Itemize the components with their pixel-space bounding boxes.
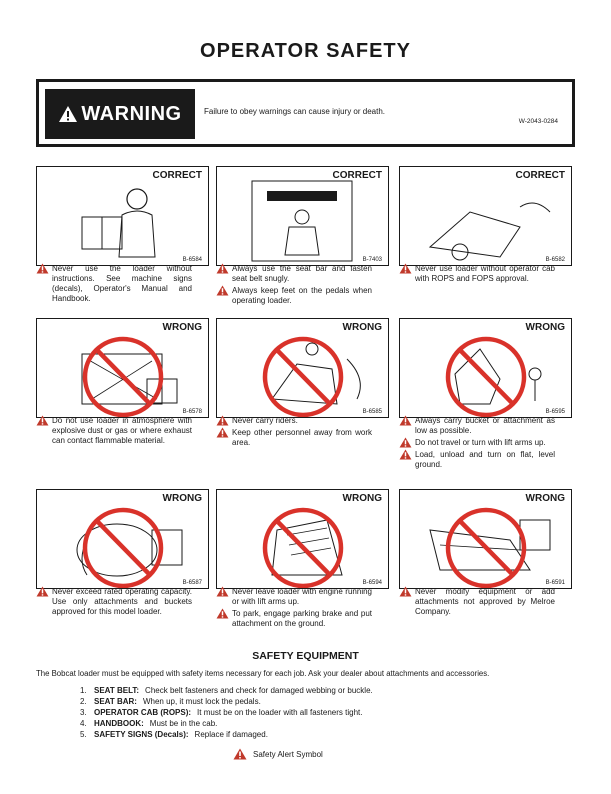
list-item: 5. SAFETY SIGNS (Decals): Replace if damaged.	[80, 730, 268, 739]
caption-item	[216, 286, 372, 306]
caption-item	[216, 587, 372, 607]
warning-triangle-icon	[58, 105, 78, 123]
safety-equipment-title: SAFETY EQUIPMENT	[252, 650, 359, 662]
caption-item	[399, 450, 555, 470]
alert-triangle-icon	[399, 449, 412, 460]
alert-triangle-icon	[399, 263, 412, 274]
caption-text: Do not travel or turn with lift arms up.	[415, 438, 546, 447]
caption-item	[216, 416, 372, 426]
panel-caption	[399, 264, 555, 286]
panel-code: B-6585	[362, 409, 382, 415]
caption-text: Do not use loader in atmosphere with explosive dust or gas or where exhaust can contact flammable material.	[52, 416, 192, 445]
list-item: 4. HANDBOOK: Must be in the cab.	[80, 719, 218, 728]
caption-text: Never exceed rated operating capacity. Use only attachments and buckets approved for this model loader.	[52, 587, 192, 616]
caption-text: Always use the seat bar and fasten seat belt snugly.	[232, 264, 372, 283]
list-item: 3. OPERATOR CAB (ROPS): It must be on the loader with all fasteners tight.	[80, 708, 363, 717]
illustration	[400, 319, 572, 418]
panel-label: CORRECT	[515, 170, 565, 181]
panel-label: CORRECT	[332, 170, 382, 181]
panel-correct	[216, 166, 389, 266]
alert-triangle-icon	[36, 415, 49, 426]
safety-alert-symbol-label: Safety Alert Symbol	[253, 749, 323, 759]
panel-caption	[216, 587, 372, 631]
illustration	[400, 490, 572, 589]
illustration	[37, 319, 209, 418]
panel-label: WRONG	[342, 322, 382, 333]
panel-wrong	[36, 489, 209, 589]
caption-item	[216, 609, 372, 629]
alert-triangle-icon	[216, 285, 229, 296]
panel-code: B-6595	[545, 409, 565, 415]
panel-code: B-6591	[545, 580, 565, 586]
panel-caption	[36, 587, 192, 619]
caption-item	[216, 264, 372, 284]
panel-correct	[36, 166, 209, 266]
panel-label: CORRECT	[152, 170, 202, 181]
panel-label: WRONG	[162, 493, 202, 504]
alert-triangle-icon	[216, 415, 229, 426]
warning-code: W-2043-0284	[518, 118, 558, 125]
panel-code: B-6587	[182, 580, 202, 586]
prohibition-slash-icon	[277, 350, 330, 404]
caption-item	[36, 587, 192, 617]
caption-item	[399, 438, 555, 448]
panel-caption	[216, 264, 372, 308]
panel-caption	[36, 416, 192, 448]
warning-banner	[36, 79, 575, 147]
safety-alert-symbol	[233, 748, 323, 760]
caption-text: Always keep feet on the pedals when operating loader.	[232, 286, 372, 305]
prohibition-slash-icon	[97, 521, 150, 575]
panel-wrong	[399, 318, 572, 418]
caption-item	[36, 264, 192, 304]
caption-text: Keep other personnel away from work area.	[232, 428, 372, 447]
list-item: 1. SEAT BELT: Check belt fasteners and check for damaged webbing or buckle.	[80, 686, 373, 695]
caption-text: To park, engage parking brake and put attachment on the ground.	[232, 609, 372, 628]
panel-label: WRONG	[342, 493, 382, 504]
panel-wrong	[216, 318, 389, 418]
caption-item	[216, 428, 372, 448]
alert-triangle-icon	[399, 586, 412, 597]
illustration	[217, 490, 389, 589]
alert-triangle-icon	[216, 608, 229, 619]
page-title: OPERATOR SAFETY	[200, 40, 411, 62]
panel-code: B-6594	[362, 580, 382, 586]
panel-caption	[216, 416, 372, 450]
prohibition-slash-icon	[97, 350, 150, 404]
prohibition-slash-icon	[460, 521, 513, 575]
caption-text: Never modify equipment or add attachments not approved by Melroe Company.	[415, 587, 555, 616]
illustration	[400, 167, 572, 266]
alert-triangle-icon	[216, 427, 229, 438]
panel-caption	[36, 264, 192, 306]
illustration	[37, 490, 209, 589]
alert-triangle-icon	[36, 263, 49, 274]
caption-text: Always carry bucket or attachment as low as possible.	[415, 416, 555, 435]
safety-equipment-list	[80, 685, 373, 740]
caption-item	[399, 264, 555, 284]
panel-code: B-7403	[362, 257, 382, 263]
caption-item	[399, 416, 555, 436]
panel-label: WRONG	[525, 493, 565, 504]
panel-correct	[399, 166, 572, 266]
panel-wrong	[36, 318, 209, 418]
alert-triangle-icon	[216, 586, 229, 597]
illustration	[37, 167, 209, 266]
panel-code: B-6578	[182, 409, 202, 415]
caption-item	[399, 587, 555, 617]
illustration	[217, 319, 389, 418]
panel-caption	[399, 587, 555, 619]
panel-caption	[399, 416, 555, 472]
panel-code: B-6582	[545, 257, 565, 263]
list-item: 2. SEAT BAR: When up, it must lock the pedals.	[80, 697, 261, 706]
caption-text: Never use loader without operator cab with ROPS and FOPS approval.	[415, 264, 555, 283]
caption-text: Never use the loader without instructions. See machine signs (decals), Operator's Manual and Handbook.	[52, 264, 192, 303]
warning-label-box	[45, 89, 195, 139]
caption-text: Never leave loader with engine running or with lift arms up.	[232, 587, 372, 606]
caption-item	[36, 416, 192, 446]
alert-triangle-icon	[233, 748, 247, 760]
alert-triangle-icon	[399, 437, 412, 448]
alert-triangle-icon	[216, 263, 229, 274]
panel-code: B-6584	[182, 257, 202, 263]
panel-wrong	[399, 489, 572, 589]
safety-equipment-intro: The Bobcat loader must be equipped with safety items necessary for each job. Ask your dealer about attachments and accessories.	[36, 669, 490, 678]
warning-label: WARNING	[81, 102, 182, 125]
illustration	[217, 167, 389, 266]
panel-label: WRONG	[525, 322, 565, 333]
panel-wrong	[216, 489, 389, 589]
panel-label: WRONG	[162, 322, 202, 333]
warning-text: Failure to obey warnings can cause injury or death.	[204, 107, 385, 116]
caption-text: Load, unload and turn on flat, level ground.	[415, 450, 555, 469]
alert-triangle-icon	[36, 586, 49, 597]
caption-text: Never carry riders.	[232, 416, 298, 425]
alert-triangle-icon	[399, 415, 412, 426]
